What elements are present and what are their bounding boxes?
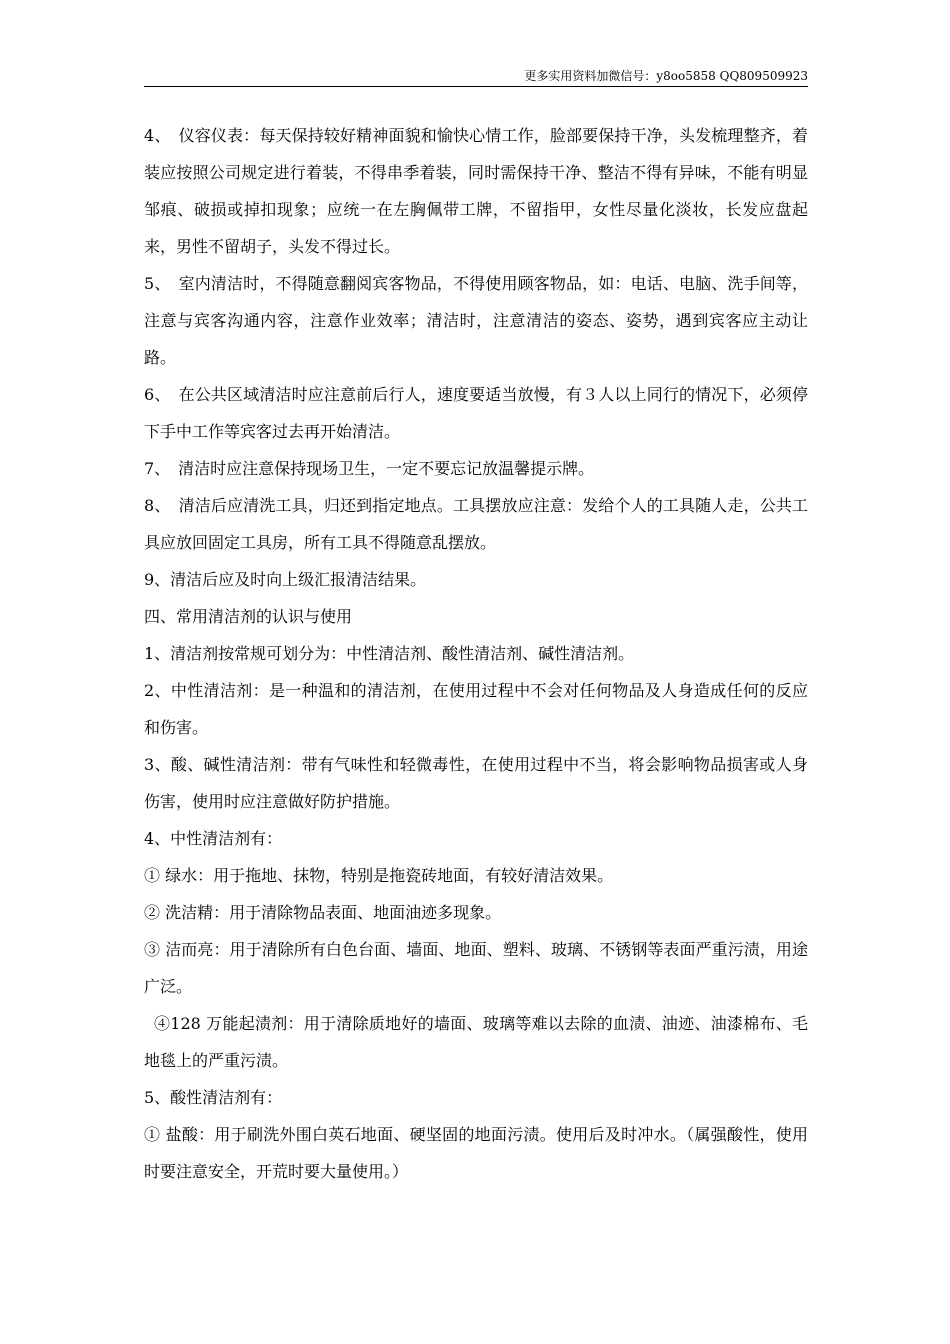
paragraph-tool-return: 8、 清洁后应清洗工具，归还到指定地点。工具摆放应注意：发给个人的工具随人走，公共工具应放回固定工具房，所有工具不得随意乱摆放。 xyxy=(144,496,808,552)
paragraph-neutral-agent: 2、中性清洁剂：是一种温和的清洁剂，在使用过程中不会对任何物品及人身造成任何的反应和伤害。 xyxy=(144,681,808,737)
paragraph-indoor-cleaning: 5、 室内清洁时，不得随意翻阅宾客物品，不得使用顾客物品，如：电话、电脑、洗手间等，注意与宾客沟通内容，注意作业效率；清洁时，注意清洁的姿态、姿势，遇到宾客应主动让路。 xyxy=(144,274,808,367)
list-item-detergent: ② 洗洁精：用于清除物品表面、地面油迹多现象。 xyxy=(144,903,502,922)
paragraph-report-results: 9、清洁后应及时向上级汇报清洁结果。 xyxy=(144,570,427,589)
paragraph-acid-list-heading: 5、酸性清洁剂有： xyxy=(144,1088,283,1107)
paragraph-agent-classification: 1、清洁剂按常规可划分为：中性清洁剂、酸性清洁剂、碱性清洁剂。 xyxy=(144,644,635,663)
list-item-hydrochloric-acid: ① 盐酸：用于刷洗外围白英石地面、硬坚固的地面污渍。使用后及时冲水。（属强酸性，使用时要注意安全，开荒时要大量使用。） xyxy=(144,1125,808,1181)
page-header xyxy=(144,64,808,87)
list-item-128-stain-remover: ④128 万能起渍剂：用于清除质地好的墙面、玻璃等难以去除的血渍、油迹、油漆棉布、毛地毯上的严重污渍。 xyxy=(144,1014,808,1070)
list-item-jieerliang: ③ 洁而亮：用于清除所有白色台面、墙面、地面、塑料、玻璃、不锈钢等表面严重污渍，用途广泛。 xyxy=(144,940,808,996)
paragraph-appearance-rules: 4、 仪容仪表：每天保持较好精神面貌和愉快心情工作，脸部要保持干净，头发梳理整齐，着装应按照公司规定进行着装，不得串季着装，同时需保持干净、整洁不得有异味，不能有明显邹痕、破损或掉扣现象；应统一在左胸佩带工牌，不留指甲，女性尽量化淡妆，长发应盘起来，男性不留胡子，头发不得过长。 xyxy=(144,126,808,256)
paragraph-neutral-list-heading: 4、中性清洁剂有： xyxy=(144,829,283,848)
document-body xyxy=(144,117,808,1190)
paragraph-site-hygiene: 7、 清洁时应注意保持现场卫生，一定不要忘记放温馨提示牌。 xyxy=(144,459,595,478)
paragraph-acid-alkaline-agent: 3、酸、碱性清洁剂：带有气味性和轻微毒性，在使用过程中不当，将会影响物品损害或人身伤害，使用时应注意做好防护措施。 xyxy=(144,755,808,811)
header-contact-text: 更多实用资料加微信号：y8oo5858 QQ809509923 xyxy=(524,69,808,83)
list-item-green-water: ① 绿水：用于拖地、抹物，特别是拖瓷砖地面，有较好清洁效果。 xyxy=(144,866,614,885)
paragraph-public-area-cleaning: 6、 在公共区域清洁时应注意前后行人，速度要适当放慢，有３人以上同行的情况下，必须停下手中工作等宾客过去再开始清洁。 xyxy=(144,385,808,441)
section-heading-cleaning-agents: 四、常用清洁剂的认识与使用 xyxy=(144,607,353,626)
